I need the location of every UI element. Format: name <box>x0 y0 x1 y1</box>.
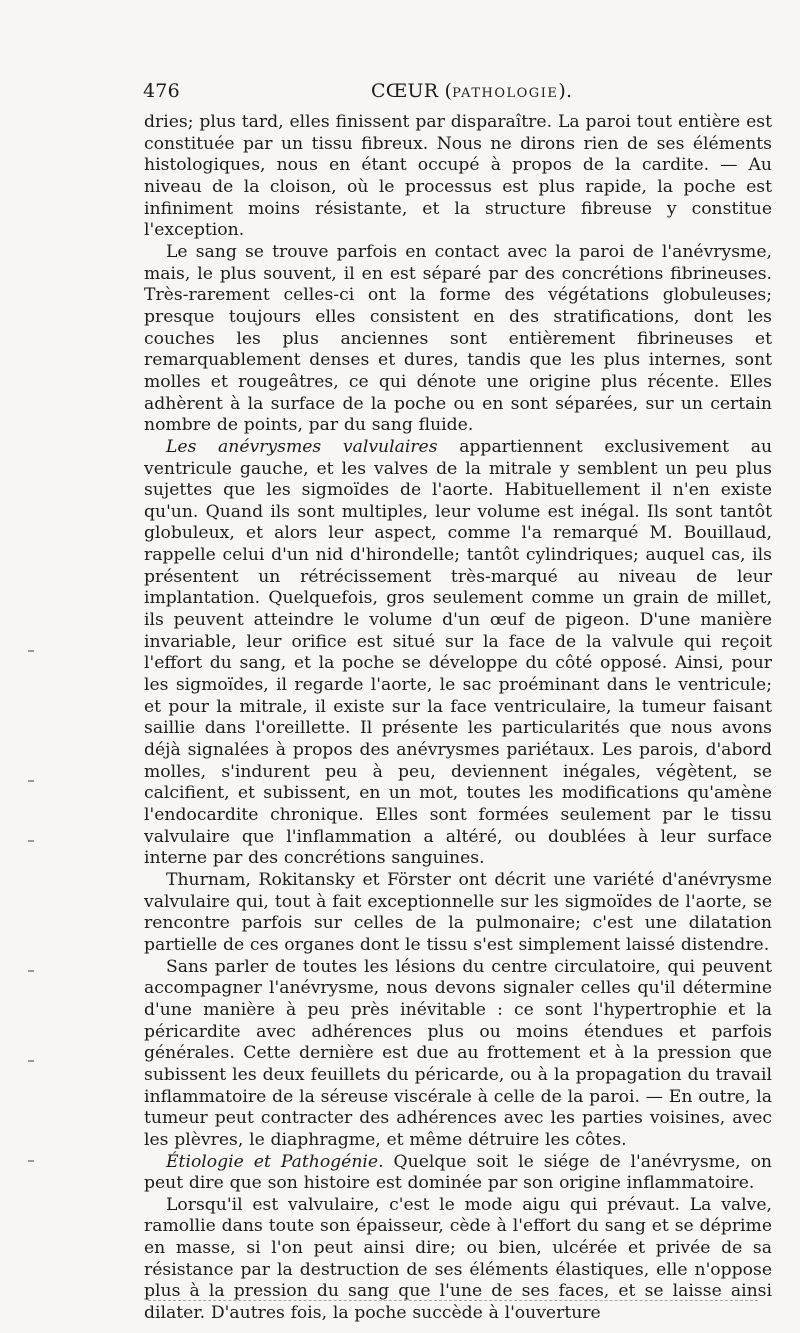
paragraph-valvular-aneurysms <box>144 437 772 870</box>
margin-mark <box>28 1060 34 1062</box>
paragraph-concretions: Le sang se trouve parfois en contact avec la paroi de l'anévrysme, mais, le plus souvent, il en est séparé par des concrétions fibrineuses. Très-rarement celles-ci ont la forme des végétations globuleuses; presque toujours elles consistent en des stratifications, dont les couches les plus anciennes sont entièrement fibrineuses et remarquablement denses et dures, tandis que les plus internes, sont molles et rougeâtres, ce qui dénote une origine plus récente. Elles adhèrent à la surface de la poche ou en sont séparées, sur un certain nombre de points, par du sang fluide. <box>144 241 772 436</box>
running-title-main: CŒUR ( <box>371 80 453 102</box>
paragraph-etiology-text: Quelque soit le siége de l'anévrysme, on peut dire que son histoire est dominée par son origine inflammatoire. <box>144 1151 772 1194</box>
paragraph-thurnam: Thurnam, Rokitansky et Förster ont décrit une variété d'anévrysme valvulaire qui, tout à fait exceptionnelle sur les sigmoïdes de l'aorte, se rencontre parfois sur celles de la pulmonaire; c'est une dilatation partielle de ces organes dont le tissu s'est simplement laissé distendre. <box>144 869 772 955</box>
margin-mark <box>28 1160 34 1162</box>
margin-mark <box>28 650 34 652</box>
page-number: 476 <box>143 80 180 102</box>
margin-mark <box>28 970 34 972</box>
paragraph-valvular-text: appartiennent exclusivement au ventricule gauche, et les valves de la mitrale y semblent un peu plus sujettes que les sigmoïdes de l'aorte. Habituellement il n'en existe qu'un. Quand ils sont multiples, leur volume est inégal. Ils sont tantôt globuleux, et alors leur aspect, comme l'a remarqué M. Bouillaud, rappelle celui d'un nid d'hirondelle; tantôt cylindriques; auquel cas, ils présentent un rétrécissement très-marqué au niveau de leur implantation. Quelquefois, gros seulement comme un grain de millet, ils peuvent atteindre le volume d'un œuf de pigeon. D'une manière invariable, leur orifice est situé sur la face de la valvule qui reçoit l'effort du sang, et la poche se développe du côté opposé. Ainsi, pour les sigmoïdes, il regarde l'aorte, le sac proéminant dans le ventricule; et pour la mitrale, il existe sur la face ventriculaire, la tumeur faisant saillie dans l'oreillette. Il présente les particularités que nous avons déjà signalées à propos des anévrysmes pariétaux. Les parois, d'abord molles, s'indurent peu à peu, deviennent inégales, végètent, se calcifient, et subissent, en un mot, toutes les modifications qu'amène l'endocardite chronique. Elles sont formées seulement par le tissu valvulaire que l'inflammation a altéré, ou doublées à leur surface interne par des concrétions sanguines. <box>144 436 773 869</box>
paragraph-lesions: Sans parler de toutes les lésions du centre circulatoire, qui peuvent accompagner l'anévrysme, nous devons signaler celles qu'il détermine d'une manière à peu près inévitable : ce sont l'hypertrophie et la péricardite avec adhérences plus ou moins étendues et parfois générales. Cette dernière est due au frottement et à la pression que subissent les deux feuillets du péricarde, ou à la propagation du travail inflammatoire de la séreuse viscérale à celle de la paroi. — En outre, la tumeur peut contracter des adhérences avec les parties voisines, avec les plèvres, le diaphragme, et même détruire les côtes. <box>144 956 772 1150</box>
margin-scan-marks <box>28 640 38 1240</box>
margin-mark <box>28 840 34 842</box>
paragraph-etiology <box>144 1152 772 1195</box>
running-title-end: ). <box>558 80 573 102</box>
italic-lead-valvular: Les anévrysmes valvulaires <box>166 436 438 457</box>
paragraph-valvular-mode: Lorsqu'il est valvulaire, c'est le mode aigu qui prévaut. La valve, ramollie dans toute son épaisseur, cède à l'effort du sang et se déprime en masse, si l'on peut ainsi dire; ou bien, ulcérée et privée de sa résistance par la destruction de ses éléments élastiques, elle n'oppose plus à la pression du sang que l'une de ses faces, et se laisse ainsi dilater. D'autres fois, la poche succède à l'ouverture <box>144 1194 772 1324</box>
footer-rule <box>148 1300 758 1301</box>
body-text <box>144 112 772 1325</box>
page-header <box>143 80 763 110</box>
margin-mark <box>28 780 34 782</box>
running-title <box>371 80 572 102</box>
running-title-small-caps: PATHOLOGIE <box>452 86 559 101</box>
italic-lead-etiology: Étiologie et Pathogénie. <box>166 1151 384 1172</box>
paragraph-continued: dries; plus tard, elles finissent par disparaître. La paroi tout entière est constituée par un tissu fibreux. Nous ne dirons rien de ses éléments histologiques, nous en étant occupé à propos de la cardite. — Au niveau de la cloison, où le processus est plus rapide, la poche est infiniment moins résistante, et la structure fibreuse y constitue l'exception. <box>144 112 772 241</box>
